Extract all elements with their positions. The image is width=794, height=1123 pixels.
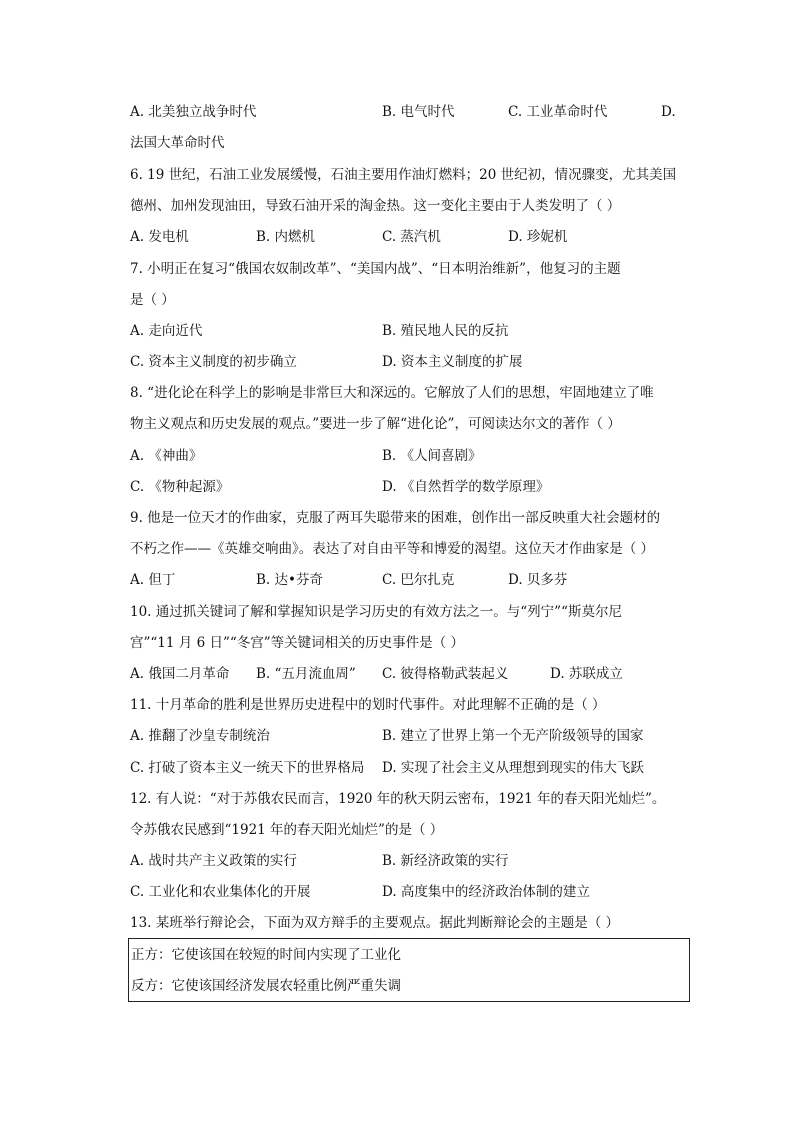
q5-option-c: C. 工业革命时代 bbox=[508, 104, 608, 120]
q11-option-d: D. 实现了社会主义从理想到现实的伟大飞跃 bbox=[382, 760, 644, 776]
q13-table-row-con: 反方：它使该国经济发展农轻重比例严重失调 bbox=[131, 978, 401, 994]
q6-stem-line2: 德州、加州发现油田，导致石油开采的淘金热。这一变化主要由于人类发明了（ ） bbox=[130, 198, 621, 214]
q12-option-d: D. 高度集中的经济政治体制的建立 bbox=[382, 884, 590, 900]
q8-option-a: A. 《神曲》 bbox=[130, 448, 203, 464]
q9-stem-line2: 不朽之作——《英雄交响曲》。表达了对自由平等和博爱的渴望。这位天才作曲家是（ ） bbox=[130, 541, 655, 557]
q9-option-b: B. 达•芬奇 bbox=[256, 572, 323, 588]
q7-option-a: A. 走向近代 bbox=[130, 323, 203, 339]
q10-option-d: D. 苏联成立 bbox=[550, 666, 623, 682]
q12-stem-line1: 12. 有人说：“对于苏俄农民而言，1920 年的秋天阴云密布，1921 年的春天阳光灿烂”。 bbox=[130, 791, 666, 807]
q7-stem-line2: 是（ ） bbox=[130, 292, 175, 308]
q10-option-c: C. 彼得格勒武装起义 bbox=[382, 666, 509, 682]
q7-option-b: B. 殖民地人民的反抗 bbox=[382, 323, 509, 339]
q8-option-c: C. 《物种起源》 bbox=[130, 479, 230, 495]
q10-stem-line2: 宫”“11 月 6 日”“冬宫”等关键词相关的历史事件是（ ） bbox=[130, 635, 464, 651]
q5-option-a: A. 北美独立战争时代 bbox=[130, 104, 257, 120]
q7-stem-line1: 7. 小明正在复习“俄国农奴制改革”、“美国内战”、“日本明治维新”，他复习的主题 bbox=[130, 261, 621, 277]
q13-table-row-pro: 正方：它使该国在较短的时间内实现了工业化 bbox=[131, 947, 401, 963]
q12-option-c: C. 工业化和农业集体化的开展 bbox=[130, 884, 311, 900]
q10-option-b: B. “五月流血周” bbox=[256, 666, 356, 682]
q6-option-b: B. 内燃机 bbox=[256, 229, 316, 245]
q13-stem-line1: 13. 某班举行辩论会，下面为双方辩手的主要观点。据此判断辩论会的主题是（ ） bbox=[130, 915, 620, 931]
q9-stem-line1: 9. 他是一位天才的作曲家，克服了两耳失聪带来的困难，创作出一部反映重大社会题材的 bbox=[130, 510, 661, 526]
q10-stem-line1: 10. 通过抓关键词了解和掌握知识是学习历史的有效方法之一。与“列宁”“斯莫尔尼 bbox=[130, 604, 622, 620]
q8-stem-line1: 8. “进化论在科学上的影响是非常巨大和深远的。它解放了人们的思想，牢固地建立了唯 bbox=[130, 385, 654, 401]
q9-option-a: A. 但丁 bbox=[130, 572, 176, 588]
q11-option-b: B. 建立了世界上第一个无产阶级领导的国家 bbox=[382, 728, 644, 744]
q13-debate-table bbox=[128, 938, 690, 1002]
q8-option-b: B. 《人间喜剧》 bbox=[382, 448, 482, 464]
q7-option-d: D. 资本主义制度的扩展 bbox=[382, 354, 523, 370]
q5-option-d-text: 法国大革命时代 bbox=[130, 135, 225, 151]
q8-stem-line2: 物主义观点和历史发展的观点。”要进一步了解“进化论”，可阅读达尔文的著作（ ） bbox=[130, 416, 621, 432]
q9-option-d: D. 贝多芬 bbox=[508, 572, 568, 588]
q5-option-b: B. 电气时代 bbox=[382, 104, 455, 120]
q5-option-d: D. bbox=[661, 104, 676, 120]
q6-option-a: A. 发电机 bbox=[130, 229, 189, 245]
q6-stem-line1: 6. 19 世纪，石油工业发展缓慢，石油主要用作油灯燃料；20 世纪初，情况骤变，尤其美国 bbox=[130, 167, 677, 183]
q7-option-c: C. 资本主义制度的初步确立 bbox=[130, 354, 297, 370]
q11-option-c: C. 打破了资本主义一统天下的世界格局 bbox=[130, 760, 365, 776]
q11-stem-line1: 11. 十月革命的胜利是世界历史进程中的划时代事件。对此理解不正确的是（ ） bbox=[130, 697, 606, 713]
q12-option-b: B. 新经济政策的实行 bbox=[382, 853, 509, 869]
q10-option-a: A. 俄国二月革命 bbox=[130, 666, 230, 682]
q6-option-d: D. 珍妮机 bbox=[508, 229, 568, 245]
q8-option-d: D. 《自然哲学的数学原理》 bbox=[382, 479, 550, 495]
q12-stem-line2: 令苏俄农民感到“1921 年的春天阳光灿烂”的是（ ） bbox=[130, 822, 444, 838]
q9-option-c: C. 巴尔扎克 bbox=[382, 572, 455, 588]
q11-option-a: A. 推翻了沙皇专制统治 bbox=[130, 728, 270, 744]
q12-option-a: A. 战时共产主义政策的实行 bbox=[130, 853, 297, 869]
q6-option-c: C. 蒸汽机 bbox=[382, 229, 441, 245]
